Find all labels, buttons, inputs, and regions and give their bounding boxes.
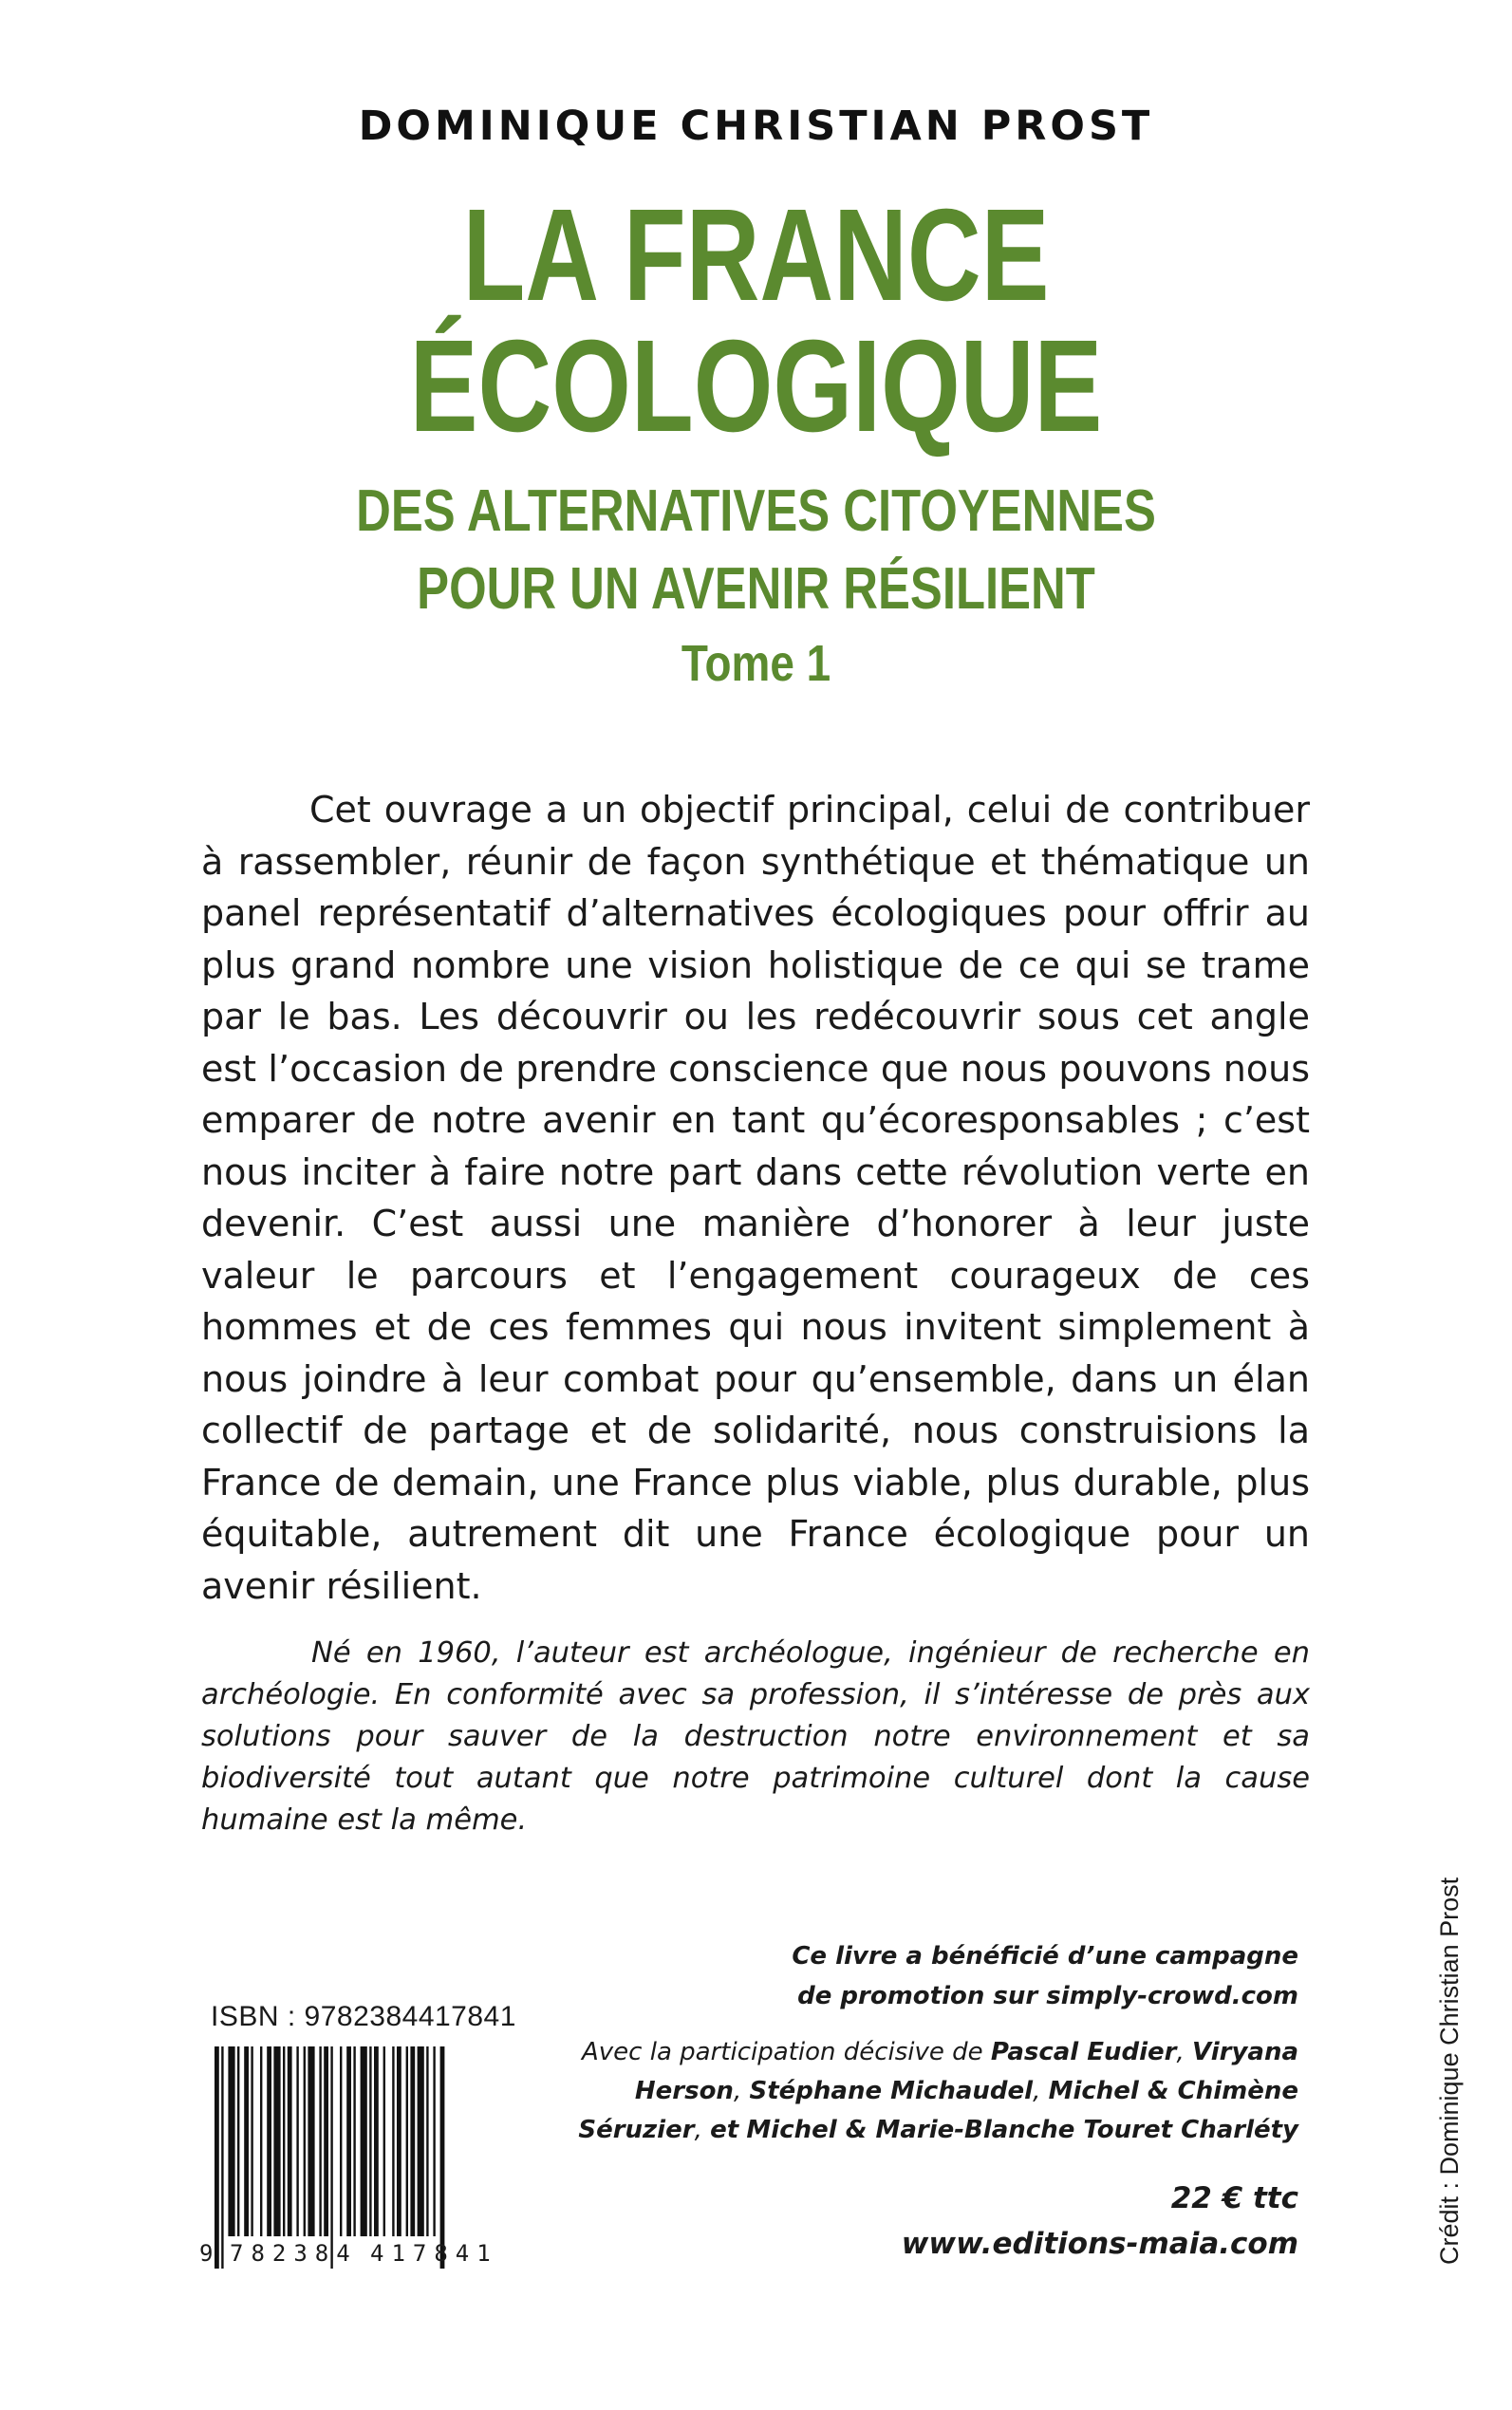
barcode-bar (383, 2046, 385, 2236)
contributor-name: Pascal Eudier (990, 2038, 1177, 2066)
contributor-name: Viryana Herson (634, 2038, 1298, 2105)
barcode-bar (260, 2046, 262, 2236)
participation-credits: Avec la participation décisive de Pascal Eudier, Viryana Herson, Stéphane Michaudel, Michel & Chimène Séruzier, et Michel & Marie-Blanche Touret Charléty (578, 2038, 1298, 2144)
contributor-name: Michel & Chimène Séruzier (578, 2077, 1298, 2144)
crowdfunding-note-line-1: Ce livre a bénéficié d’une campagne (792, 1942, 1298, 1971)
barcode-bar (346, 2046, 351, 2236)
barcode-bar (406, 2046, 408, 2236)
barcode-bar (296, 2046, 298, 2236)
contributor-name: Stéphane Michaudel (749, 2077, 1034, 2105)
barcode-bar (304, 2046, 306, 2236)
crowdfunding-note (792, 1936, 1298, 2016)
book-subtitle-line-1: DES ALTERNATIVES CITOYENNES (356, 478, 1156, 544)
barcode-bar (267, 2046, 271, 2236)
barcode-bar (374, 2046, 379, 2236)
barcode-bar (221, 2046, 223, 2269)
barcode-bar (237, 2046, 239, 2236)
barcode-bar (228, 2046, 234, 2236)
contributor-name: Michel & Marie-Blanche Touret Charléty (746, 2116, 1298, 2144)
barcode-bar (426, 2046, 428, 2236)
participation-intro: Avec la participation décisive de (582, 2038, 983, 2066)
barcode-bar (397, 2046, 401, 2236)
barcode-bar (361, 2046, 367, 2236)
barcode-bar (308, 2046, 314, 2236)
barcode-digit-prefix: 9 (199, 2240, 214, 2267)
book-title-line-1: LA FRANCE (462, 182, 1050, 328)
barcode-bar (324, 2046, 328, 2236)
author-bio: Né en 1960, l’auteur est archéologue, ingénieur de recherche en archéologie. En conformité avec sa profession, il s’intéresse de près aux solutions pour sauver de la destruction notre environnement et sa biodiversité tout autant que notre patrimoine culturel dont la cause humaine est la même. (201, 1636, 1310, 1837)
volume-label: Tome 1 (681, 635, 831, 692)
barcode-digit-group-left: 782384 (230, 2240, 358, 2267)
barcode-bar (330, 2046, 332, 2269)
photo-credit: Crédit : Dominique Christian Prost (1435, 1877, 1464, 2265)
author-name: DOMINIQUE CHRISTIAN PROST (358, 103, 1154, 150)
price-and-website (902, 2176, 1298, 2267)
barcode-bar (392, 2046, 394, 2236)
barcode (215, 2046, 505, 2269)
barcode-bar (369, 2046, 371, 2236)
crowdfunding-note-line-2: de promotion sur simply-crowd.com (797, 1982, 1298, 2010)
book-title-line-2: ÉCOLOGIQUE (409, 313, 1103, 459)
barcode-bar (340, 2046, 342, 2236)
book-summary: Cet ouvrage a un objectif principal, celui de contribuer à rassembler, réunir de façon synthétique et thématique un panel représentatif d’alternatives écologiques pour offrir au plus grand nombre une vision holistique de ce qui se trame par le bas. Les découvrir ou les redécouvrir sous cet angle est l’occasion de prendre conscience que nous pouvons nous emparer de notre avenir en tant qu’écoresponsables ; c’est nous inciter à faire notre part dans cette révolution verte en devenir. C’est aussi une manière d’honorer à leur juste valeur le parcours et l’engagement courageux de ces hommes et de ces femmes qui nous invitent simplement à nous joindre à leur combat pour qu’ensemble, dans un élan collectif de partage et de solidarité, nous construisions la France de demain, une France plus viable, plus durable, plus équitable, autrement dit une France écologique pour un avenir résilient. (201, 789, 1310, 1607)
price: 22 € ttc (1170, 2181, 1298, 2215)
barcode-bar (440, 2046, 445, 2269)
participation-joiner: et (710, 2116, 739, 2144)
barcode-bar (283, 2046, 285, 2236)
book-subtitle-line-2: POUR UN AVENIR RÉSILIENT (417, 556, 1095, 622)
isbn-label: ISBN : 9782384417841 (211, 2001, 516, 2032)
barcode-bar (319, 2046, 321, 2236)
barcode-bar (273, 2046, 280, 2236)
barcode-bar (251, 2046, 252, 2236)
barcode-bar (418, 2046, 424, 2236)
barcode-bar (353, 2046, 355, 2236)
barcode-bar (244, 2046, 249, 2236)
barcode-digit-group-right: 417841 (370, 2240, 498, 2267)
barcode-bar (410, 2046, 415, 2236)
barcode-bar (433, 2046, 435, 2236)
publisher-website[interactable]: www.editions-maia.com (901, 2227, 1298, 2261)
barcode-bar (288, 2046, 292, 2236)
barcode-bar (215, 2046, 219, 2269)
